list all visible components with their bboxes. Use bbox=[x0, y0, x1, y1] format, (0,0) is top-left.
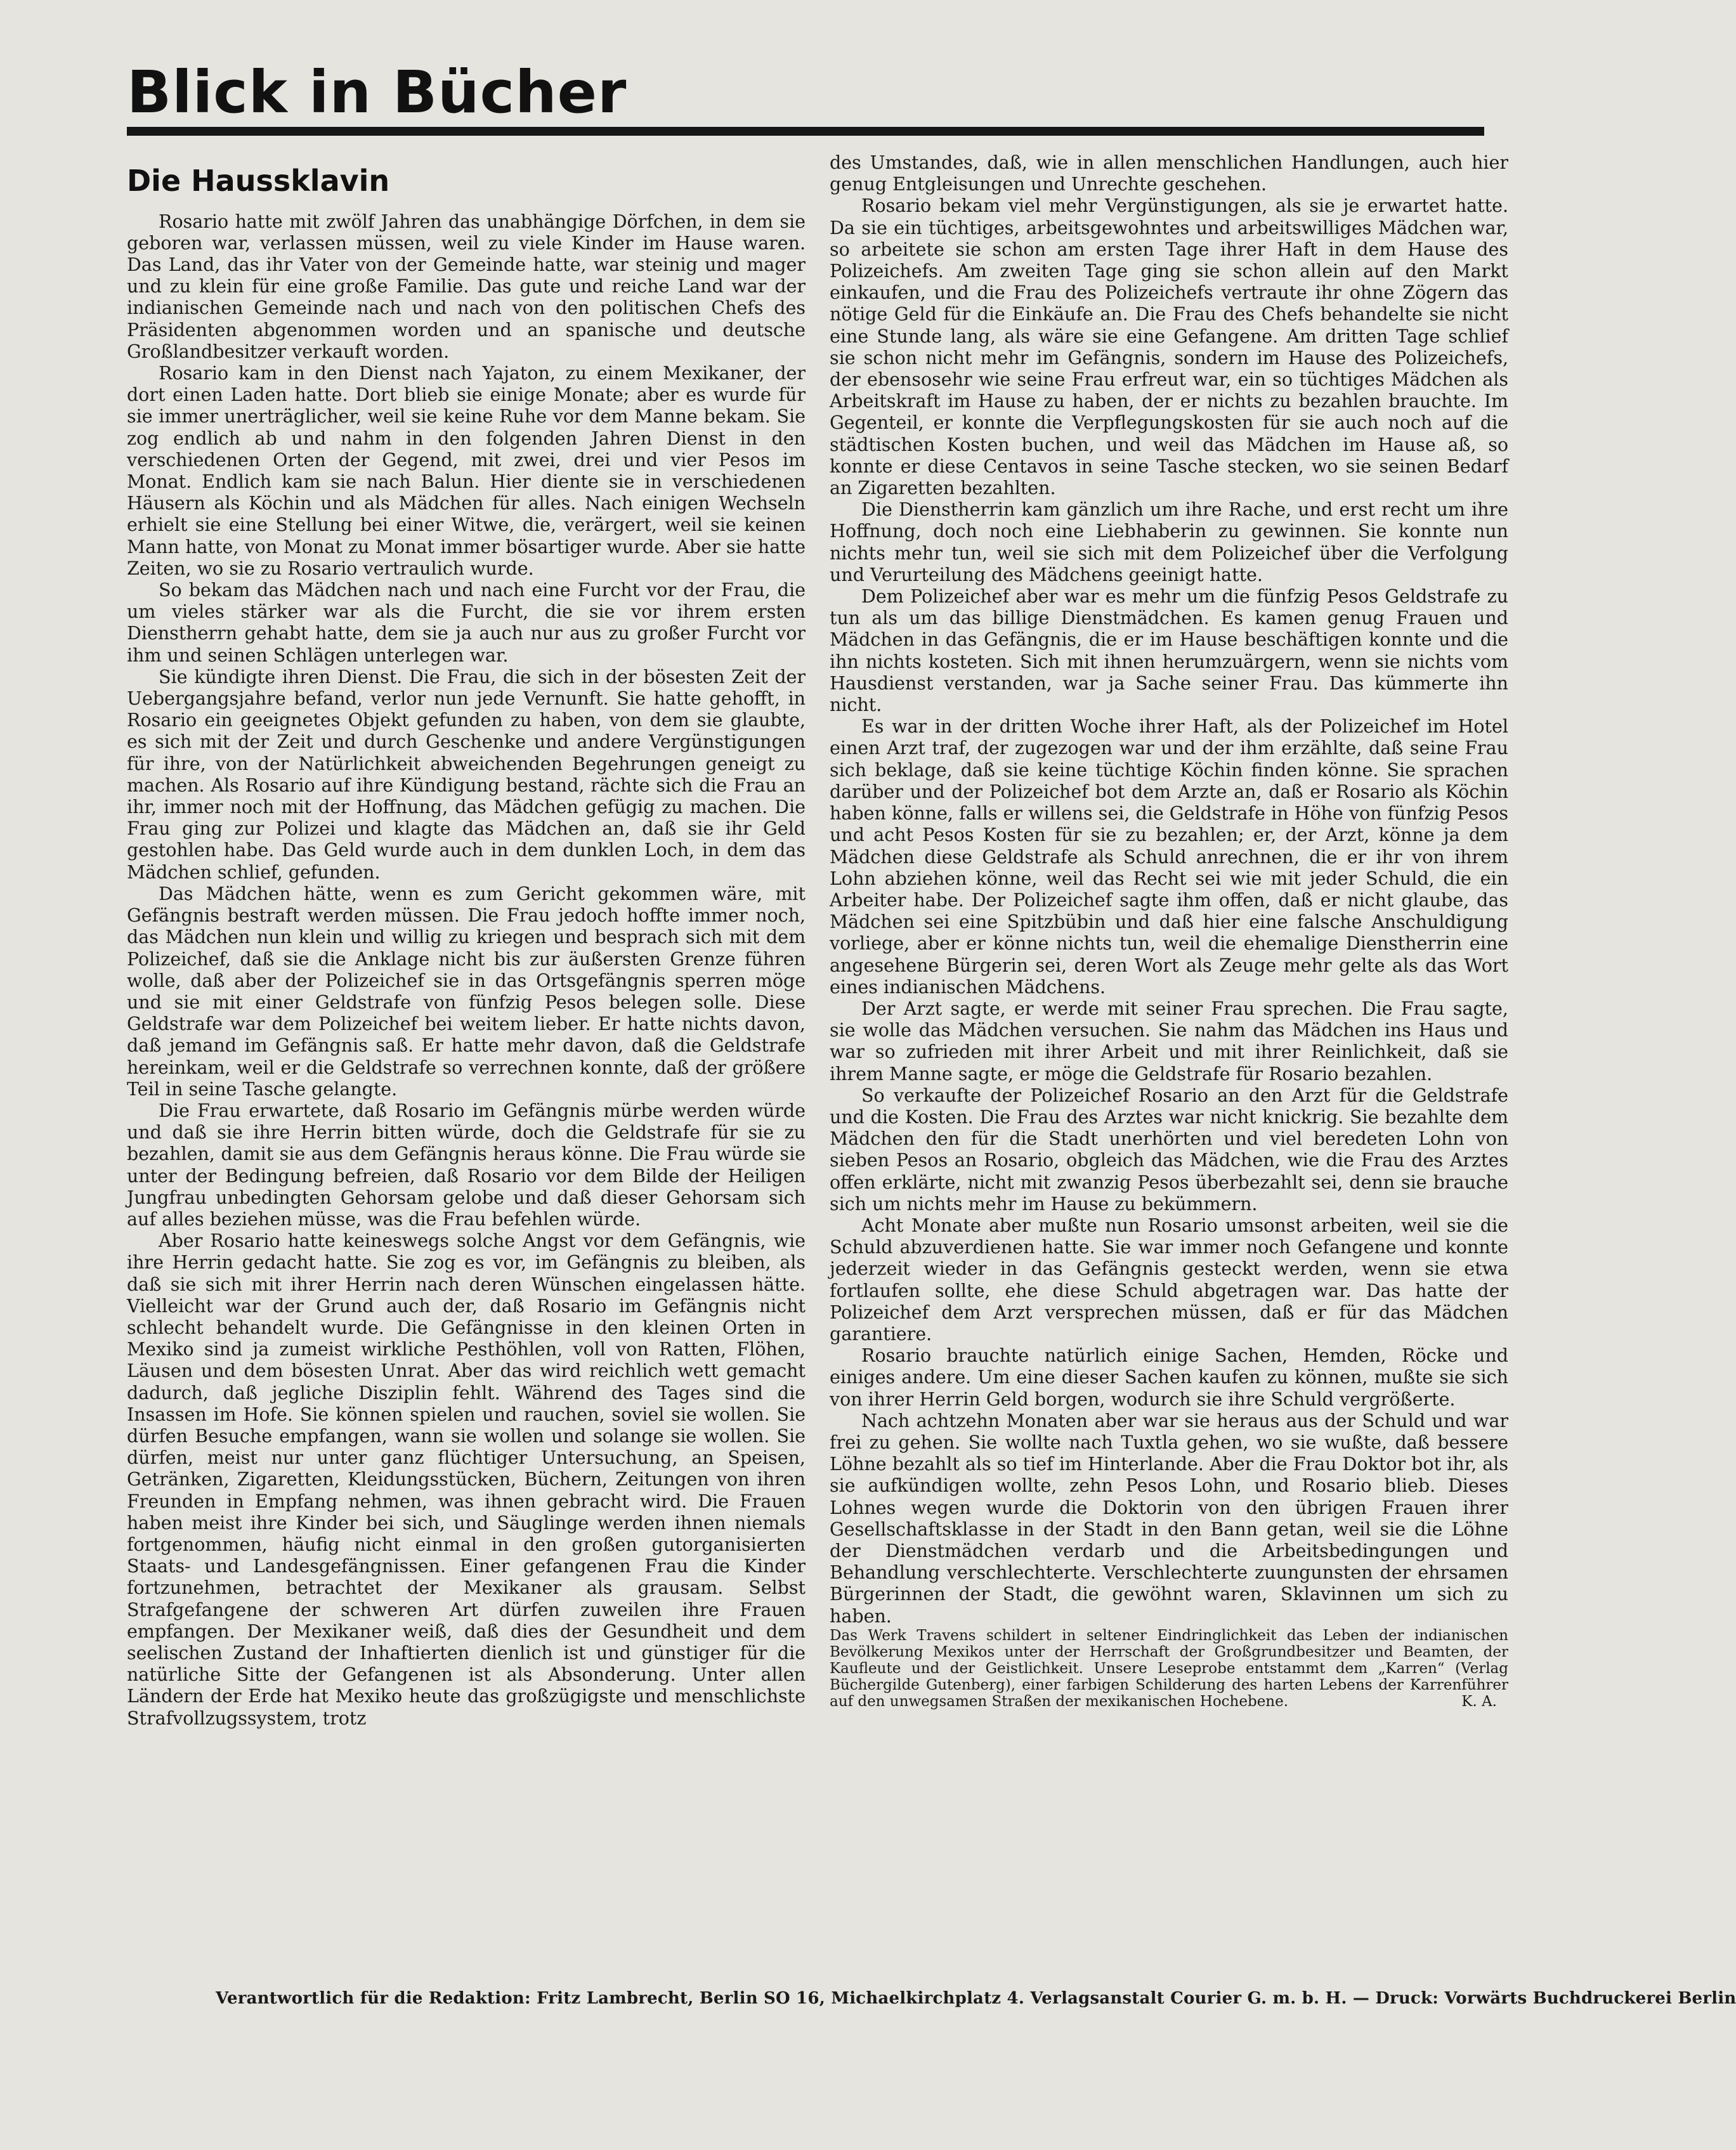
paragraph: Aber Rosario hatte keineswegs solche Angst vor dem Gefängnis, wie ihre Herrin gedacht hatte. Sie zog es vor, im Gefängnis zu bleiben, als daß sie sich mit ihrer Herrin nach deren Wünschen eingelassen hätte. Vielleicht war der Grund auch der, daß Rosario im Gefängnis nicht schlecht behandelt wurde. Die Gefängnisse in den kleinen Orten in Mexiko sind ja zumeist wirkliche Pesthöhlen, voll von Ratten, Flöhen, Läusen und dem bösesten Unrat. Aber das wird reichlich wett gemacht dadurch, daß jegliche Disziplin fehlt. Während des Tages sind die Insassen im Hofe. Sie können spielen und rauchen, soviel sie wollen. Sie dürfen Besuche empfangen, wann sie wollen und solange sie wollen. Sie dürfen, meist nur unter ganz flüchtiger Untersuchung, an Speisen, Getränken, Zigaretten, Kleidungsstücken, Büchern, Zeitungen von ihren Freunden in Empfang nehmen, was ihnen gebracht wird. Die Frauen haben meist ihre Kinder bei sich, und Säuglinge werden ihnen niemals fortgenommen, häufig nicht einmal in den großen gutorganisierten Staats- und Landesgefängnissen. Einer gefangenen Frau die Kinder fortzunehmen, betrachtet der Mexikaner als grausam. Selbst Strafgefangene der schweren Art dürfen zuweilen ihre Frauen empfangen. Der Mexikaner weiß, daß dies der Gesundheit und dem seelischen Zustand der Inhaftierten dienlich ist und günstiger für die natürliche Sitte der Gefangenen ist als Absonderung. Unter allen Ländern der Erde hat Mexiko heute das großzügigste und menschlichste Strafvollzugssystem, trotz bbox=[127, 1230, 806, 1729]
paragraph: Dem Polizeichef aber war es mehr um die fünfzig Pesos Geldstrafe zu tun als um das billige Dienstmädchen. Es kamen genug Frauen und Mädchen in das Gefängnis, die er im Hause beschäftigen konnte und die ihn nichts kosteten. Sich mit ihnen herumzuärgern, wenn sie nichts vom Hausdienst verstanden, war ja Sache seiner Frau. Das kümmerte ihn nicht. bbox=[830, 586, 1508, 716]
paragraph: Rosario kam in den Dienst nach Yajaton, zu einem Mexikaner, der dort einen Laden hatte. Dort blieb sie einige Monate; aber es wurde für sie immer unerträglicher, weil sie keine Ruhe vor dem Manne bekam. Sie zog endlich ab und nahm in den folgenden Jahren Dienst in den verschiedenen Orten der Gegend, mit zwei, drei und vier Pesos im Monat. Endlich kam sie nach Balun. Hier diente sie in verschiedenen Häusern als Köchin und als Mädchen für alles. Nach einigen Wechseln erhielt sie eine Stellung bei einer Witwe, die, verärgert, weil sie keinen Mann hatte, von Monat zu Monat immer bösartiger wurde. Aber sie hatte Zeiten, wo sie zu Rosario vertraulich wurde. bbox=[127, 363, 806, 579]
paragraph: Acht Monate aber mußte nun Rosario umsonst arbeiten, weil sie die Schuld abzuverdienen hatte. Sie war immer noch Gefangene und konnte jederzeit wieder in das Gefängnis gesteckt werden, wenn sie etwa fortlaufen sollte, ehe diese Schuld abgetragen war. Das hatte der Polizeichef dem Arzt versprechen müssen, daß er für das Mädchen garantiere. bbox=[830, 1215, 1508, 1345]
paragraph: des Umstandes, daß, wie in allen menschlichen Handlungen, auch hier genug Entgleisungen und Unrechte geschehen. bbox=[830, 152, 1508, 195]
note-text: Das Werk Travens schildert in seltener Eindringlichkeit das Leben der indianischen Bevölkerung Mexikos unter der Herrschaft der Großgrundbesitzer und Beamten, der Kaufleute und der Geistlichkeit. Unsere Leseprobe entstammt dem „Karren“ (Verlag Büchergilde Gutenberg), einer farbigen Schilderung des harten Lebens der Karrenführer auf den unwegsamen Straßen der mexikanischen Hochebene. bbox=[830, 1627, 1508, 1710]
section-masthead: Blick in Bücher bbox=[127, 58, 627, 126]
paragraph: Die Dienstherrin kam gänzlich um ihre Rache, und erst recht um ihre Hoffnung, doch noch eine Liebhaberin zu gewinnen. Sie konnte nun nichts mehr tun, weil sie sich mit dem Polizeichef über die Verfolgung und Verurteilung des Mädchens geeinigt hatte. bbox=[830, 499, 1508, 585]
paragraph: Es war in der dritten Woche ihrer Haft, als der Polizeichef im Hotel einen Arzt traf, der zugezogen war und der ihm erzählte, daß seine Frau sich beklage, daß sie keine tüchtige Köchin finden könne. Sie sprachen darüber und der Polizeichef bot dem Arzte an, daß er Rosario als Köchin haben könne, falls er willens sei, die Geldstrafe in Höhe von fünfzig Pesos und acht Pesos Kosten für sie zu bezahlen; er, der Arzt, könne ja dem Mädchen diese Geldstrafe als Schuld anrechnen, die er ihr von ihrem Lohn abziehen könne, weil das Recht sei wie mit jeder Schuld, die ein Arbeiter habe. Der Polizeichef sagte ihm offen, daß er nicht glaube, das Mädchen sei eine Spitzbübin und daß hier eine falsche Anschuldigung vorliege, aber er könne nichts tun, weil die ehemalige Dienstherrin eine angesehene Bürgerin sei, deren Wort als Zeuge mehr gelte als das Wort eines indianischen Mädchens. bbox=[830, 716, 1508, 998]
masthead-rule bbox=[127, 127, 1484, 136]
paragraph: So verkaufte der Polizeichef Rosario an den Arzt für die Geldstrafe und die Kosten. Die Frau des Arztes war nicht knickrig. Sie bezahlte dem Mädchen den für die Stadt unerhörten und viel beredeten Lohn von sieben Pesos an Rosario, obgleich das Mädchen, wie die Frau des Arztes offen erklärte, nicht mit zwanzig Pesos überbezahlt sei, denn sie brauche sich um nichts mehr im Hause zu bekümmern. bbox=[830, 1085, 1508, 1215]
paragraph: Rosario hatte mit zwölf Jahren das unabhängige Dörfchen, in dem sie geboren war, verlassen müssen, weil zu viele Kinder im Hause waren. Das Land, das ihr Vater von der Gemeinde hatte, war steinig und mager und zu klein für eine große Familie. Das gute und reiche Land war der indianischen Gemeinde nach und nach von den politischen Chefs des Präsidenten abgenommen worden und an spanische und deutsche Großlandbesitzer verkauft worden. bbox=[127, 211, 806, 362]
right-column bbox=[830, 152, 1508, 1974]
article-title: Die Haussklavin bbox=[127, 164, 390, 198]
editorial-note bbox=[830, 1627, 1508, 1710]
paragraph: Rosario bekam viel mehr Vergünstigungen, als sie je erwartet hatte. Da sie ein tüchtiges, arbeitsgewohntes und arbeitswilliges Mädchen war, so arbeitete sie schon am ersten Tage ihrer Haft in dem Hause des Polizeichefs. Am zweiten Tage ging sie schon allein auf den Markt einkaufen, und die Frau des Polizeichefs vertraute ihr ohne Zögern das nötige Geld für die Einkäufe an. Die Frau des Chefs behandelte sie nicht eine Stunde lang, als wäre sie eine Gefangene. Am dritten Tage schlief sie schon nicht mehr im Gefängnis, sondern im Hause des Polizeichefs, der ebensosehr wie seine Frau erfreut war, ein so tüchtiges Mädchen als Arbeitskraft im Hause zu haben, der er nichts zu bezahlen brauchte. Im Gegenteil, er konnte die Verpflegungskosten für sie auch noch auf die städtischen Kosten buchen, und weil das Mädchen im Hause aß, so konnte er diese Centavos in seine Tasche stecken, wo sie seinen Bedarf an Zigaretten bezahlten. bbox=[830, 195, 1508, 499]
paragraph: So bekam das Mädchen nach und nach eine Furcht vor der Frau, die um vieles stärker war als die Furcht, die sie vor ihrem ersten Dienstherrn gehabt hatte, dem sie ja auch nur aus zu großer Furcht vor ihm und seinen Schlägen unterlegen war. bbox=[127, 580, 806, 666]
paragraph: Die Frau erwartete, daß Rosario im Gefängnis mürbe werden würde und daß sie ihre Herrin bitten würde, doch die Geldstrafe für sie zu bezahlen, damit sie aus dem Gefängnis heraus könne. Die Frau würde sie unter der Bedingung befreien, daß Rosario vor dem Bilde der Heiligen Jungfrau unbedingten Gehorsam gelobe und daß dieser Gehorsam sich auf alles beziehen müsse, was die Frau befehlen würde. bbox=[127, 1100, 806, 1230]
imprint-footer: Verantwortlich für die Redaktion: Fritz Lambrecht, Berlin SO 16, Michaelkirchplatz 4. Verlagsanstalt Courier G. m. b. H. — Druck: Vorwärts Buchdruckerei Berlin bbox=[216, 1989, 1736, 2008]
paragraph: Der Arzt sagte, er werde mit seiner Frau sprechen. Die Frau sagte, sie wolle das Mädchen versuchen. Sie nahm das Mädchen ins Haus und war so zufrieden mit ihrer Arbeit und mit ihrer Reinlichkeit, daß sie ihrem Manne sagte, er möge die Geldstrafe für Rosario bezahlen. bbox=[830, 998, 1508, 1085]
author-initials: K. A. bbox=[1461, 1693, 1497, 1710]
paragraph: Nach achtzehn Monaten aber war sie heraus aus der Schuld und war frei zu gehen. Sie wollte nach Tuxtla gehen, wo sie wußte, daß bessere Löhne bezahlt als so tief im Hinterlande. Aber die Frau Doktor bot ihr, als sie aufkündigen wollte, zehn Pesos Lohn, und Rosario blieb. Dieses Lohnes wegen wurde die Doktorin von den übrigen Frauen ihrer Gesellschaftsklasse in der Stadt in den Bann getan, weil sie die Löhne der Dienstmädchen verdarb und die Arbeitsbedingungen und Behandlung verschlechterte. Verschlechterte zuungunsten der ehrsamen Bürgerinnen der Stadt, die gewöhnt waren, Sklavinnen um sich zu haben. bbox=[830, 1410, 1508, 1627]
paragraph: Das Mädchen hätte, wenn es zum Gericht gekommen wäre, mit Gefängnis bestraft werden müssen. Die Frau jedoch hoffte immer noch, das Mädchen nun klein und willig zu kriegen und besprach sich mit dem Polizeichef, daß sie die Anklage nicht bis zur äußersten Grenze führen wolle, daß aber der Polizeichef sie in das Ortsgefängnis sperren möge und sie mit einer Geldstrafe von fünfzig Pesos belegen solle. Diese Geldstrafe war dem Polizeichef bei weitem lieber. Er hatte nichts davon, daß jemand im Gefängnis saß. Er hatte mehr davon, daß die Geldstrafe hereinkam, weil er die Geldstrafe so verrechnen konnte, daß der größere Teil in seine Tasche gelangte. bbox=[127, 883, 806, 1100]
left-column bbox=[127, 147, 806, 1980]
paragraph: Rosario brauchte natürlich einige Sachen, Hemden, Röcke und einiges andere. Um eine dieser Sachen kaufen zu können, mußte sie sich von ihrer Herrin Geld borgen, wodurch sie ihre Schuld vergrößerte. bbox=[830, 1345, 1508, 1410]
paragraph: Sie kündigte ihren Dienst. Die Frau, die sich in der bösesten Zeit der Uebergangsjahre befand, verlor nun jede Vernunft. Sie hatte gehofft, in Rosario ein geeignetes Objekt gefunden zu haben, von dem sie glaubte, es sich mit der Zeit und durch Geschenke und andere Vergünstigungen für ihre, von der Natürlichkeit abweichenden Begehrungen geneigt zu machen. Als Rosario auf ihre Kündigung bestand, rächte sich die Frau an ihr, immer noch mit der Hoffnung, das Mädchen gefügig zu machen. Die Frau ging zur Polizei und klagte das Mädchen an, daß sie ihr Geld gestohlen habe. Das Geld wurde auch in dem dunklen Loch, in dem das Mädchen schlief, gefunden. bbox=[127, 666, 806, 883]
